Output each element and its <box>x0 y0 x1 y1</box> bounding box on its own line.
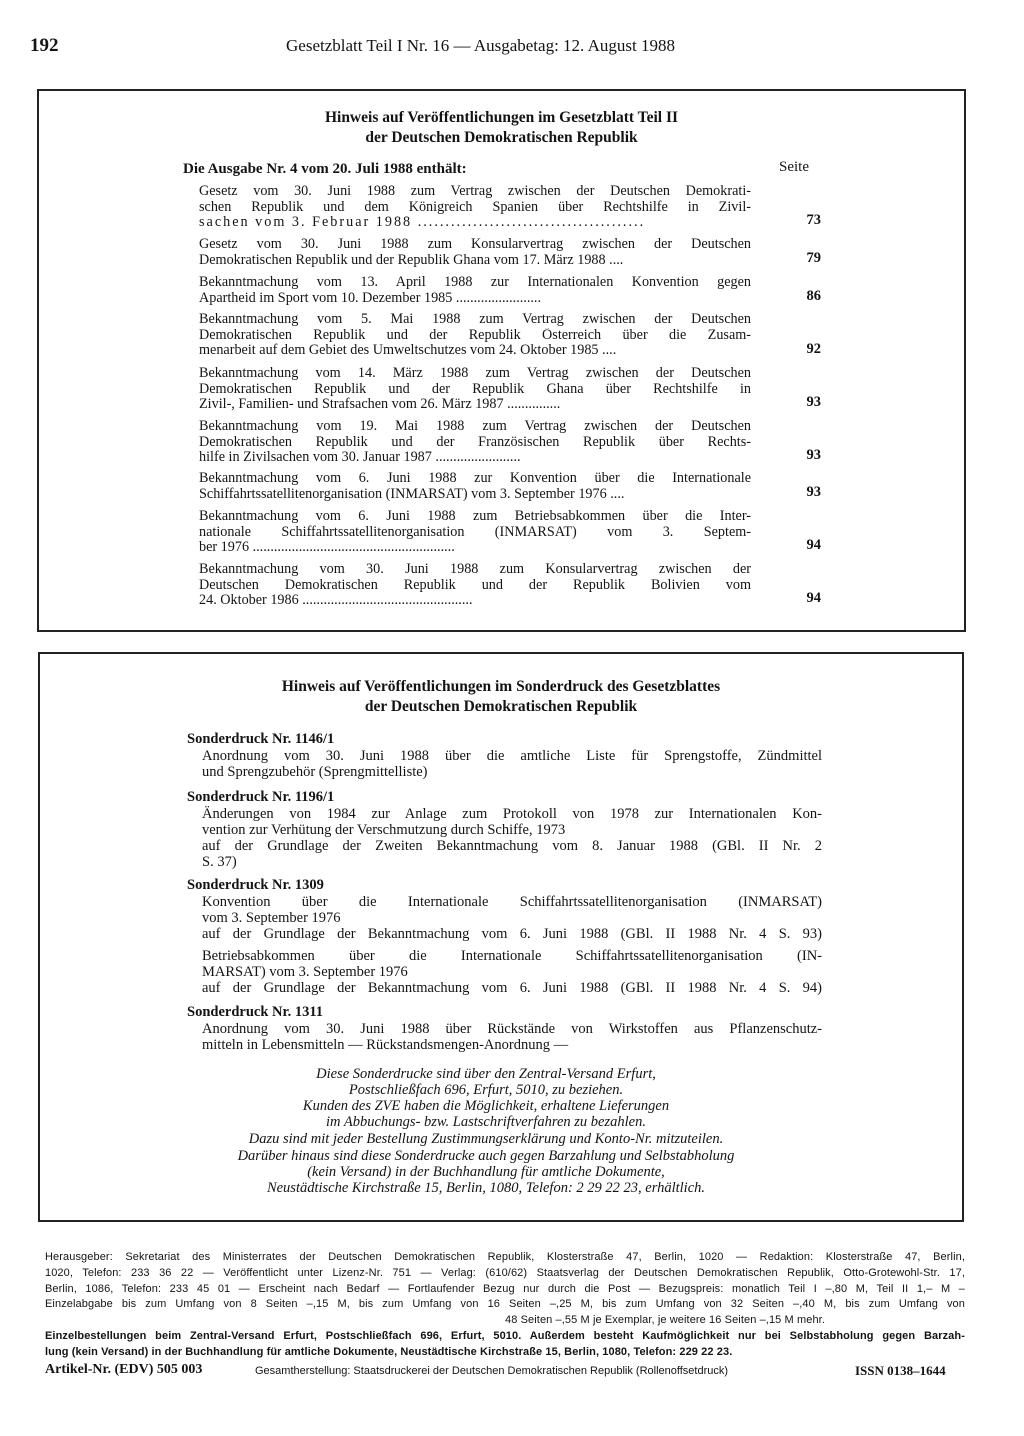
sonderdruck-text: Konvention über die Internationale Schiffahrtssatellitenorganisation (INMARSAT) vom 3. September 1976 auf der Grundlage der Bekanntmachung vom 6. Juni 1988 (GBl. II 1988 Nr. 4 S. 93) <box>202 894 822 942</box>
toc-page: 93 <box>806 394 821 410</box>
toc-entry: Bekanntmachung vom 30. Juni 1988 zum Konsularvertrag zwischen der Deutschen Demokratischen Republik und der Republik Bolivien vom 24. Oktober 1986 ................................................ <box>199 562 751 609</box>
toc-page: 92 <box>806 341 821 357</box>
sonderdruck-notice <box>38 652 964 1222</box>
box1-title-line2: der Deutschen Demokratischen Republik <box>365 129 638 146</box>
running-title: Gesetzblatt Teil I Nr. 16 — Ausgabetag: 12. August 1988 <box>286 36 675 55</box>
issn: ISSN 0138–1644 <box>855 1363 946 1378</box>
notice-line: Kunden des ZVE haben die Möglichkeit, erhaltene Lieferungen <box>302 1098 670 1114</box>
toc-entry: Gesetz vom 30. Juni 1988 zum Konsularvertrag zwischen der Deutschen Demokratischen Republik und der Republik Ghana vom 17. März 1988 .... <box>199 237 751 268</box>
toc-page: 79 <box>806 250 821 266</box>
box2-title-line1: Hinweis auf Veröffentlichungen im Sonderdruck des Gesetzblattes <box>281 678 721 695</box>
toc-entry: Bekanntmachung vom 5. Mai 1988 zum Vertrag zwischen der Deutschen Demokratischen Republik und der Republik Österreich über die Zusam- menarbeit auf dem Gebiet des Umweltschutzes vom 24. Oktober 1985 .... <box>199 312 751 359</box>
production-note: Gesamtherstellung: Staatsdruckerei der Deutschen Demokratischen Republik (Rollenoffsetdruck) <box>255 1365 729 1377</box>
toc-page: 94 <box>806 537 821 553</box>
notice-line: im Abbuchungs- bzw. Lastschriftverfahren zu bezahlen. <box>326 1114 646 1130</box>
page-header <box>30 35 990 61</box>
gesetzblatt-teil-ii-notice <box>37 89 966 632</box>
article-number: Artikel-Nr. (EDV) 505 003 <box>45 1362 203 1377</box>
box2-title-line2: der Deutschen Demokratischen Republik <box>364 698 638 715</box>
notice-line: (kein Versand) in der Buchhandlung für amtliche Dokumente, <box>307 1164 665 1180</box>
notice-line: Dazu sind mit jeder Bestellung Zustimmungserklärung und Konto-Nr. mitzuteilen. <box>248 1131 724 1147</box>
sonderdruck-heading: Sonderdruck Nr. 1311 <box>187 1004 324 1020</box>
toc-page: 73 <box>806 212 821 228</box>
toc-entry: Bekanntmachung vom 14. März 1988 zum Vertrag zwischen der Deutschen Demokratischen Republik und der Republik Ghana über Rechtshilfe in Zivil-, Familien- und Strafsachen vom 26. März 1987 ............... <box>199 366 751 413</box>
sonderdruck-heading: Sonderdruck Nr. 1196/1 <box>187 789 335 805</box>
box1-title-line1: Hinweis auf Veröffentlichungen im Gesetzblatt Teil II <box>324 109 679 126</box>
sonderdruck-heading: Sonderdruck Nr. 1146/1 <box>187 731 335 747</box>
seite-column-label: Seite <box>779 159 809 175</box>
toc-page: 93 <box>806 447 821 463</box>
sonderdruck-text: Anordnung vom 30. Juni 1988 über Rückstände von Wirkstoffen aus Pflanzenschutz- mitteln in Lebensmitteln — Rückstandsmengen-Anordnung — <box>202 1021 822 1053</box>
sonderdruck-heading: Sonderdruck Nr. 1309 <box>187 877 324 893</box>
toc-page: 86 <box>806 288 821 304</box>
toc-entry: Bekanntmachung vom 13. April 1988 zur Internationalen Konvention gegen Apartheid im Sport vom 10. Dezember 1985 ........................ <box>199 275 751 306</box>
notice-line: Neustädtische Kirchstraße 15, Berlin, 1080, Telefon: 2 29 22 23, erhältlich. <box>266 1180 706 1196</box>
toc-entry: Bekanntmachung vom 19. Mai 1988 zum Vertrag zwischen der Deutschen Demokratischen Republik und der Französischen Republik über Rechts- hilfe in Zivilsachen vom 30. Januar 1987 ........................ <box>199 419 751 466</box>
notice-line: Diese Sonderdrucke sind über den Zentral-Versand Erfurt, <box>316 1066 656 1082</box>
toc-entry: Gesetz vom 30. Juni 1988 zum Vertrag zwischen der Deutschen Demokrati- schen Republik und dem Königreich Spanien über Rechtshilfe in Zivil- sachen vom 3. Februar 1988 ......................................... <box>199 184 751 231</box>
toc-page: 93 <box>806 484 821 500</box>
sonderdruck-text: Betriebsabkommen über die Internationale Schiffahrtssatellitenorganisation (IN- MARSAT) vom 3. September 1976 auf der Grundlage der Bekanntmachung vom 6. Juni 1988 (GBl. II 1988 Nr. 4 S. 94) <box>202 948 822 996</box>
toc-page: 94 <box>806 590 821 606</box>
issue-lead: Die Ausgabe Nr. 4 vom 20. Juli 1988 enthält: <box>183 161 467 177</box>
toc-entry: Bekanntmachung vom 6. Juni 1988 zum Betriebsabkommen über die Inter- nationale Schiffahrtssatellitenorganisation (INMARSAT) vom 3. Septem- ber 1976 ......................................................... <box>199 509 751 556</box>
notice-line: Darüber hinaus sind diese Sonderdrucke auch gegen Barzahlung und Selbstabholung <box>237 1148 735 1164</box>
imprint: Herausgeber: Sekretariat des Ministerrates der Deutschen Demokratischen Republik, Klosterstraße 47, Berlin, 1020 — Redaktion: Klosterstraße 47, Berlin, 1020, Telefon: 233 36 22 — Veröffentlicht unter Lizenz-Nr. 751 — Verlag: (610/62) Staatsverlag der Deutschen Demokratischen Republik, Otto-Grotewohl-Str. 17, Berlin, 1086, Telefon: 233 45 01 — Erscheint nach Bedarf — Fortlaufender Bezug nur durch die Post — Bezugspreis: monatlich Teil I –,80 M, Teil II 1,– M – Einzelabgabe bis zum Umfang von 8 Seiten –,15 M, bis zum Umfang von 16 Seiten –,25 M, bis zum Umfang von 32 Seiten –,40 M, bis zum Umfang von 48 Seiten –,55 M je Exemplar, je weitere 16 Seiten –,15 M mehr. Einzelbestellungen beim Zentral-Versand Erfurt, Postschließfach 696, Erfurt, 5010. Außerdem besteht Kaufmöglichkeit nur bei Selbstabholung gegen Barzah- lung (kein Versand) in der Buchhandlung für amtliche Dokumente, Neustädtische Kirchstraße 15, Berlin, 1080, Telefon: 229 22 23. <box>45 1251 965 1358</box>
page-number: 192 <box>30 35 59 56</box>
sonderdruck-text: Anordnung vom 30. Juni 1988 über die amtliche Liste für Sprengstoffe, Zündmittel und Sprengzubehör (Sprengmittelliste) <box>202 748 822 780</box>
toc-entry: Bekanntmachung vom 6. Juni 1988 zur Konvention über die Internationale Schiffahrtssatellitenorganisation (INMARSAT) vom 3. September 1976 .... <box>199 471 751 502</box>
sonderdruck-text: Änderungen von 1984 zur Anlage zum Protokoll von 1978 zur Internationalen Kon- vention zur Verhütung der Verschmutzung durch Schiffe, 1973 auf der Grundlage der Zweiten Bekanntmachung vom 8. Januar 1988 (GBl. II Nr. 2 S. 37) <box>202 806 822 870</box>
notice-line: Postschließfach 696, Erfurt, 5010, zu beziehen. <box>348 1082 624 1098</box>
